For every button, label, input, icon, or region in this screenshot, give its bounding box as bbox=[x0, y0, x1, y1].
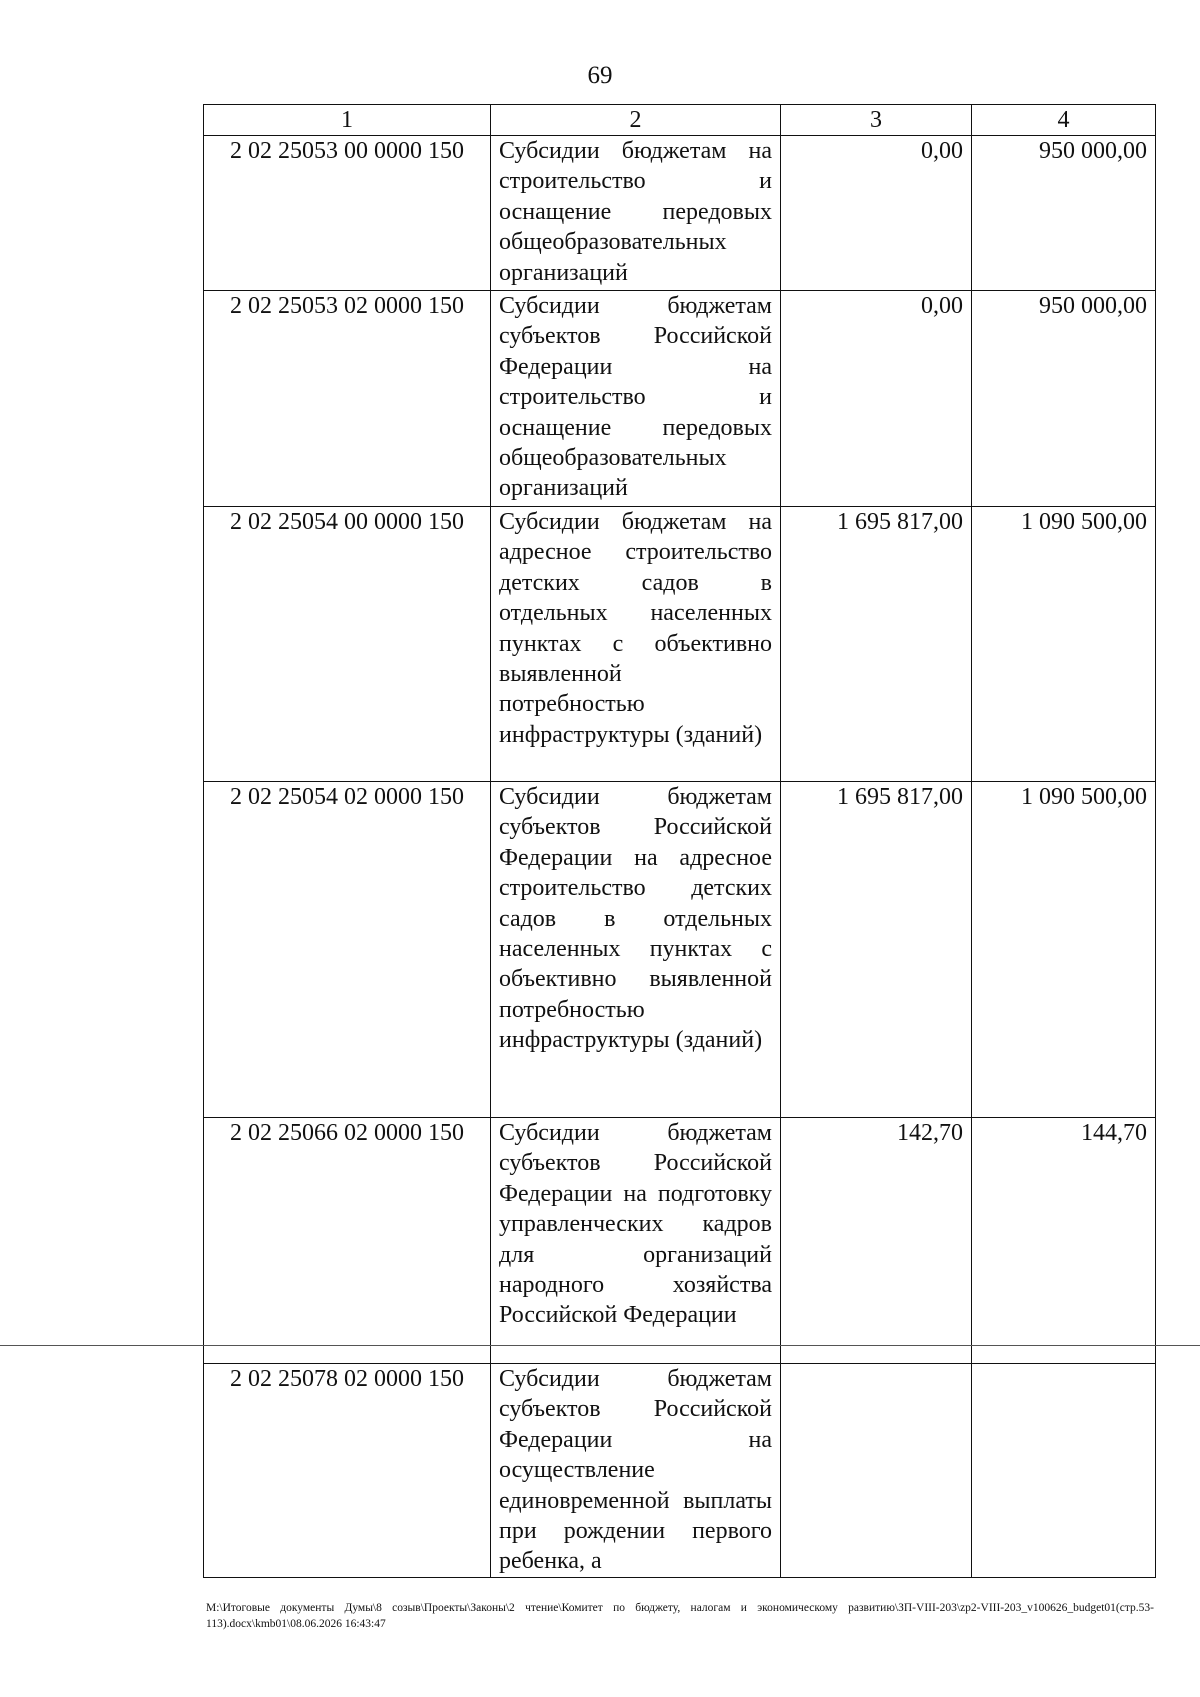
description: Субсидии бюджетам субъектов Российской Федерации на адресное строительство детских садов в отдельных населенных пунктах с объективно выявленной потребностью инфраструктуры (зданий) bbox=[491, 782, 781, 1118]
file-path-footer: M:\Итоговые документы Думы\8 созыв\Проекты\Законы\2 чтение\Комитет по бюджету, налогам и экономическому развитию\ЗП-VIII-203\zp2-VIII-203_v100626_budget01(стр.53-113).docx\kmb01\08.06.2026 16:43:47 bbox=[206, 1602, 1154, 1630]
table-row bbox=[204, 507, 1156, 782]
amount-column-4: 1 090 500,00 bbox=[972, 782, 1156, 1118]
budget-code: 2 02 25053 02 0000 150 bbox=[204, 291, 491, 507]
page-number: 69 bbox=[587, 62, 613, 89]
budget-code: 2 02 25054 00 0000 150 bbox=[204, 507, 491, 782]
table-row bbox=[204, 1364, 1156, 1578]
table-row bbox=[204, 782, 1156, 1118]
amount-column-4 bbox=[972, 1364, 1156, 1578]
scan-artifact-line bbox=[0, 1345, 1200, 1346]
column-header-4: 4 bbox=[972, 105, 1156, 136]
description: Субсидии бюджетам на строительство и оснащение передовых общеобразовательных организаций bbox=[491, 136, 781, 291]
amount-column-4: 950 000,00 bbox=[972, 136, 1156, 291]
amount-column-3: 1 695 817,00 bbox=[781, 782, 972, 1118]
column-header-3: 3 bbox=[781, 105, 972, 136]
amount-column-3: 0,00 bbox=[781, 136, 972, 291]
table-header-row bbox=[204, 105, 1156, 136]
budget-table bbox=[203, 104, 1156, 1578]
amount-column-3 bbox=[781, 1364, 972, 1578]
description: Субсидии бюджетам субъектов Российской Федерации на осуществление единовременной выплаты при рождении первого ребенка, а bbox=[491, 1364, 781, 1578]
amount-column-4: 144,70 bbox=[972, 1118, 1156, 1364]
budget-code: 2 02 25078 02 0000 150 bbox=[204, 1364, 491, 1578]
budget-code: 2 02 25053 00 0000 150 bbox=[204, 136, 491, 291]
column-header-1: 1 bbox=[204, 105, 491, 136]
budget-code: 2 02 25054 02 0000 150 bbox=[204, 782, 491, 1118]
amount-column-3: 1 695 817,00 bbox=[781, 507, 972, 782]
budget-code: 2 02 25066 02 0000 150 bbox=[204, 1118, 491, 1364]
amount-column-3: 142,70 bbox=[781, 1118, 972, 1364]
amount-column-3: 0,00 bbox=[781, 291, 972, 507]
description: Субсидии бюджетам на адресное строительство детских садов в отдельных населенных пунктах с объективно выявленной потребностью инфраструктуры (зданий) bbox=[491, 507, 781, 782]
description: Субсидии бюджетам субъектов Российской Федерации на строительство и оснащение передовых общеобразовательных организаций bbox=[491, 291, 781, 507]
description: Субсидии бюджетам субъектов Российской Федерации на подготовку управленческих кадров для организаций народного хозяйства Российской Федерации bbox=[491, 1118, 781, 1364]
table-row bbox=[204, 1118, 1156, 1364]
table-row bbox=[204, 291, 1156, 507]
amount-column-4: 1 090 500,00 bbox=[972, 507, 1156, 782]
column-header-2: 2 bbox=[491, 105, 781, 136]
amount-column-4: 950 000,00 bbox=[972, 291, 1156, 507]
table-row bbox=[204, 136, 1156, 291]
